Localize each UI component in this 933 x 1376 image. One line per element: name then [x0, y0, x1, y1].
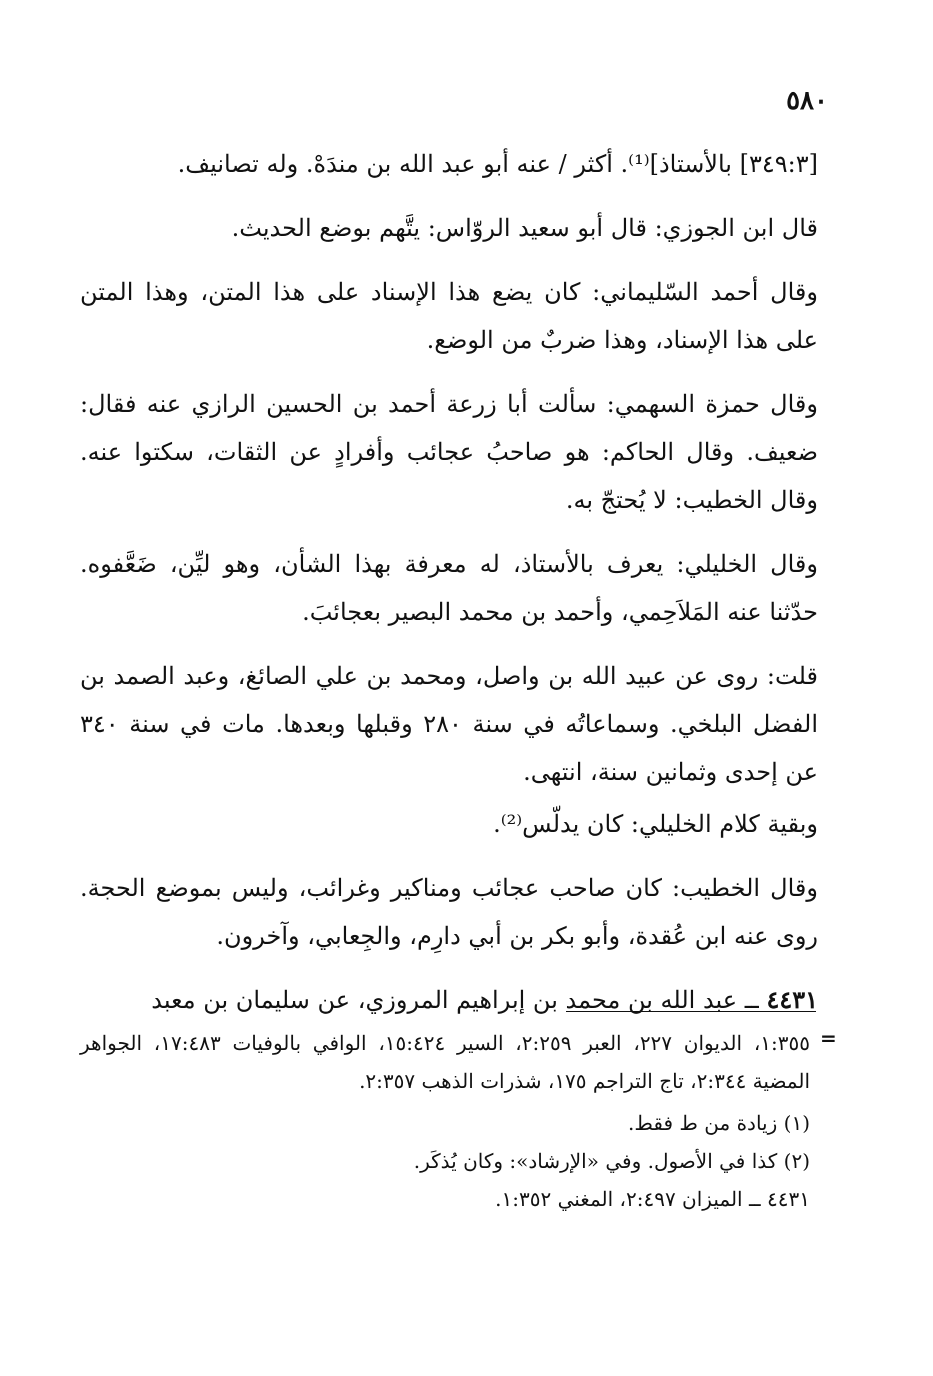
footnotes: [80, 1024, 810, 1218]
page-number: ٥٨٠: [786, 86, 828, 116]
paragraph-3: وقال أحمد السّليماني: كان يضع هذا الإسناد على هذا المتن، وهذا المتن على هذا الإسناد، وهذا ضربٌ من الوضع.: [80, 278, 818, 354]
entry-number: ٤٤٣١: [766, 985, 818, 1014]
paragraph-1: [٣٤٩:٣] بالأستاذ]⁽¹⁾. أكثر / عنه أبو عبد الله بن مندَهْ. وله تصانيف.: [177, 150, 818, 178]
paragraph-6: قلت: روى عن عبيد الله بن واصل، ومحمد بن علي الصائغ، وعبد الصمد بن الفضل البلخي. وسماعاتُه في سنة ٢٨٠ وقبلها وبعدها. مات في سنة ٣٤٠ عن إحدى وثمانين سنة، انتهى.: [80, 662, 818, 786]
footnote-references: ١:٣٥٥، الديوان ٢٢٧، العبر ٢:٢٥٩، السير ١٥:٤٢٤، الوافي بالوفيات ١٧:٤٨٣، الجواهر المضية ٢:٣٤٤، تاج التراجم ١٧٥، شذرات الذهب ٢:٣٥٧.: [80, 1031, 811, 1093]
paragraph-8: وقال الخطيب: كان صاحب عجائب ومناكير وغرائب، وليس بموضع الحجة. روى عنه ابن عُقدة، وأبو بكر بن أبي دارِم، والجِعابي، وآخرون.: [80, 874, 818, 950]
footnote-2: (٢) كذا في الأصول. وفي «الإرشاد»: وكان يُذكَر.: [413, 1149, 810, 1173]
footnote-1: (١) زيادة من ط فقط.: [628, 1111, 810, 1135]
paragraph-4: وقال حمزة السهمي: سألت أبا زرعة أحمد بن الحسين الرازي عنه فقال: ضعيف. وقال الحاكم: هو صاحبُ عجائب وأفرادٍ عن الثقات، سكتوا عنه. وقال الخطيب: لا يُحتجّ به.: [80, 390, 818, 514]
paragraph-7: وبقية كلام الخليلي: كان يدلّس⁽²⁾.: [493, 810, 818, 838]
main-text: [80, 140, 818, 1040]
entry-text: ــ عبد الله بن محمد بن إبراهيم المروزي، عن سليمان بن معبد: [151, 986, 767, 1014]
paragraph-5: وقال الخليلي: يعرف بالأستاذ، له معرفة بهذا الشأن، وهو ليِّن، ضَعَّفوه. حدّثنا عنه المَلاَحِمي، وأحمد بن محمد البصير بعجائبَ.: [80, 550, 818, 626]
entry-4431: [80, 976, 818, 1024]
continuation-mark: =: [820, 1026, 837, 1050]
footnote-entry-4431: ٤٤٣١ ــ الميزان ٢:٤٩٧، المغني ١:٣٥٢.: [495, 1187, 810, 1211]
footnote-separator: [566, 1011, 816, 1012]
paragraph-2: قال ابن الجوزي: قال أبو سعيد الروّاس: يتَّهم بوضع الحديث.: [231, 214, 818, 242]
